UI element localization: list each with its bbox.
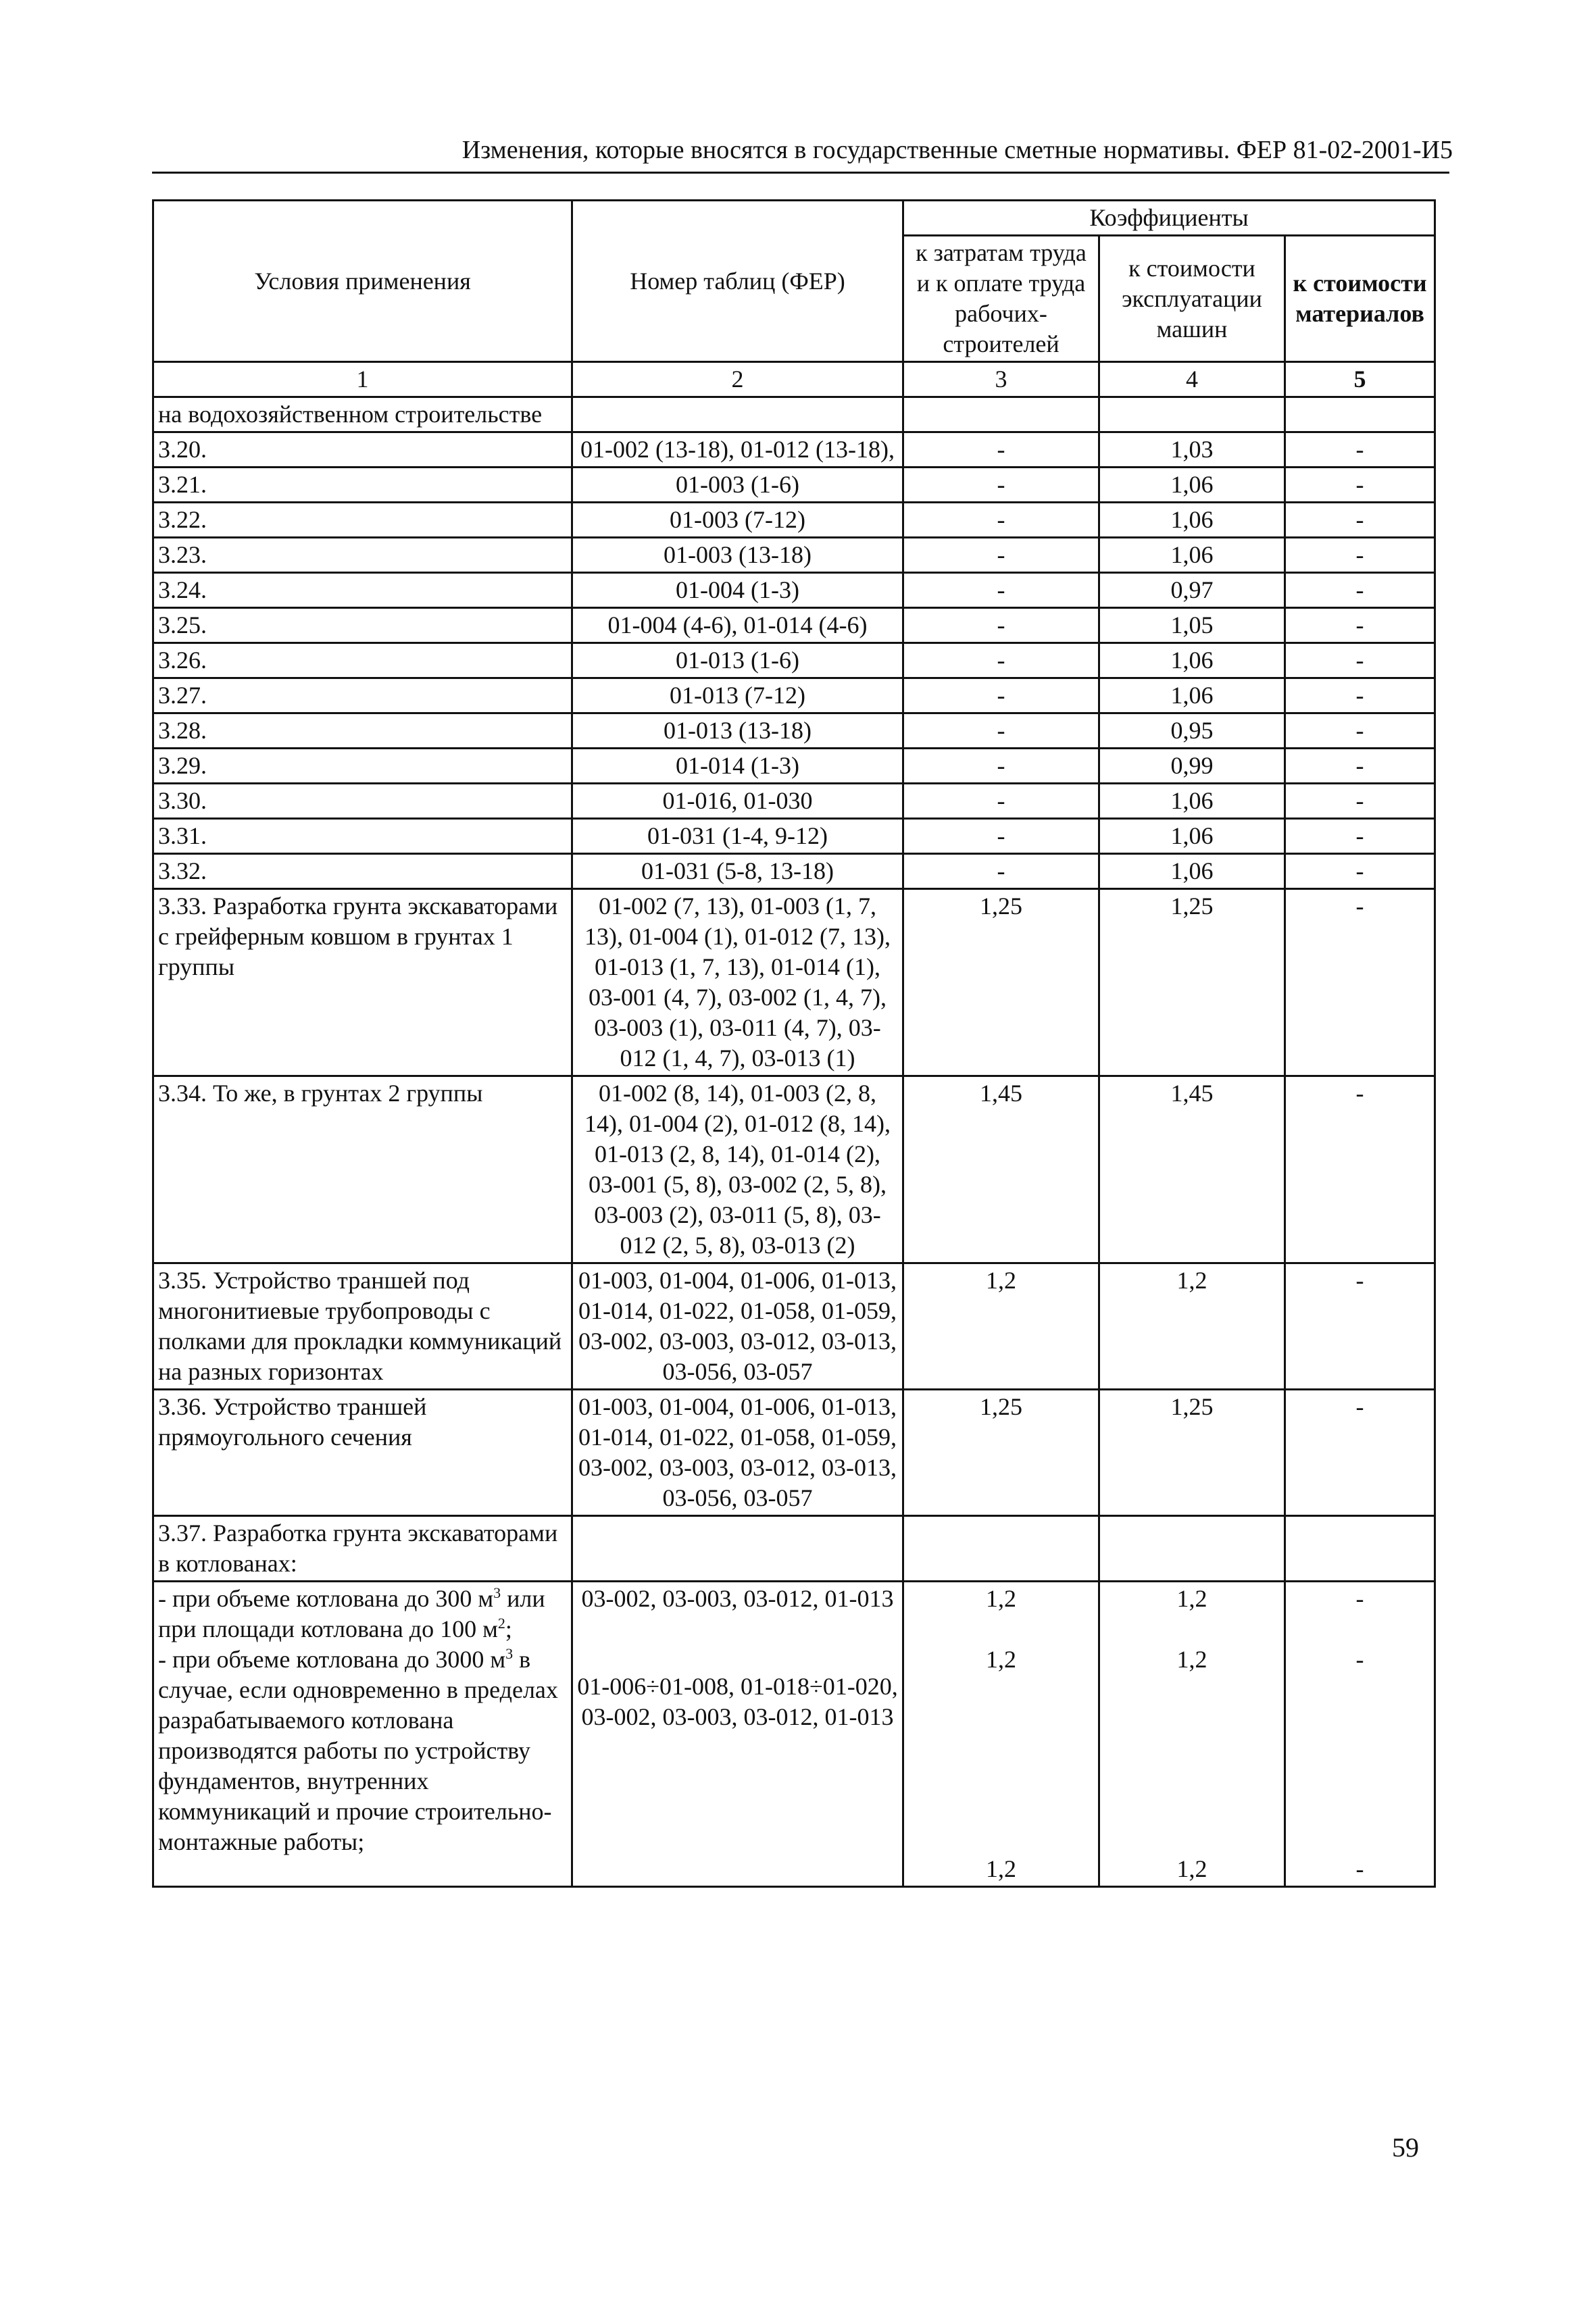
- condition-cell: 3.23.: [153, 538, 572, 573]
- condition-cell: 3.37. Разработка грунта экскаваторами в котлованах:: [153, 1516, 572, 1582]
- column-number: 5: [1285, 362, 1435, 397]
- machines-cell: 1,06: [1099, 468, 1285, 503]
- machines-cell: 1,06: [1099, 854, 1285, 889]
- labor-cell: -: [903, 468, 1099, 503]
- table-number-cell: 01-003 (1-6): [572, 468, 903, 503]
- condition-cell: 3.25.: [153, 608, 572, 643]
- machines-cell: 0,97: [1099, 573, 1285, 608]
- table-number-cell: 01-016, 01-030: [572, 784, 903, 819]
- machines-cell: 1,2: [1099, 1263, 1285, 1390]
- table-number-cell: 01-013 (13-18): [572, 713, 903, 749]
- machines-value: 1,2: [1176, 1646, 1207, 1673]
- condition-cell: 3.22.: [153, 503, 572, 538]
- labor-cell: -: [903, 643, 1099, 678]
- table-number-cell: 01-013 (7-12): [572, 678, 903, 713]
- table-row: [153, 749, 1435, 784]
- table-number-cell: 01-004 (1-3): [572, 573, 903, 608]
- labor-cell: -: [903, 538, 1099, 573]
- materials-cell: -: [1285, 573, 1435, 608]
- machines-cell: [1099, 1516, 1285, 1582]
- machines-cell: 1,05: [1099, 608, 1285, 643]
- table-row: [153, 608, 1435, 643]
- machines-cell: 1,45: [1099, 1076, 1285, 1263]
- table-row: [153, 713, 1435, 749]
- labor-cell: -: [903, 713, 1099, 749]
- labor-cell: -: [903, 854, 1099, 889]
- condition-cell: на водохозяйственном строительстве: [153, 397, 572, 432]
- machines-cell: [1099, 397, 1285, 432]
- header-coefficients: Коэффициенты: [903, 201, 1435, 236]
- condition-cell: 3.34. То же, в грунтах 2 группы: [153, 1076, 572, 1263]
- condition-cell: 3.24.: [153, 573, 572, 608]
- table-row: [153, 889, 1435, 1076]
- labor-cell: [903, 1582, 1099, 1887]
- materials-cell: -: [1285, 1390, 1435, 1516]
- materials-cell: -: [1285, 749, 1435, 784]
- table-number-cell: 01-003 (13-18): [572, 538, 903, 573]
- materials-cell: -: [1285, 432, 1435, 468]
- condition-b: - при объеме котлована до 3000 $м^3$ в случае, если одновременно в пределах разрабатываемого котлована производятся работы по устройству фундаментов, внутренних коммуникаций и прочие строительно-монтажные работы;: [158, 1645, 558, 1855]
- column-numbers-row: [153, 362, 1435, 397]
- materials-cell: [1285, 397, 1435, 432]
- machines-cell: 1,06: [1099, 538, 1285, 573]
- condition-cell: [153, 1582, 572, 1887]
- condition-cell: 3.26.: [153, 643, 572, 678]
- table-number-cell: 01-031 (5-8, 13-18): [572, 854, 903, 889]
- table-row: [153, 397, 1435, 432]
- condition-cell: 3.31.: [153, 819, 572, 854]
- labor-cell: 1,2: [903, 1263, 1099, 1390]
- machines-cell: 1,06: [1099, 643, 1285, 678]
- labor-cell: -: [903, 784, 1099, 819]
- table-number-cell: [572, 1582, 903, 1887]
- machines-cell: 1,06: [1099, 678, 1285, 713]
- machines-cell: 1,06: [1099, 503, 1285, 538]
- labor-cell: 1,45: [903, 1076, 1099, 1263]
- machines-cell: 0,95: [1099, 713, 1285, 749]
- condition-a: - при объеме котлована до 300 $м^3$ или при площади котлована до 100 $м^2$;: [158, 1584, 545, 1642]
- table-row: [153, 1390, 1435, 1516]
- table-number-cell: 01-002 (8, 14), 01-003 (2, 8, 14), 01-004 (2), 01-012 (8, 14), 01-013 (2, 8, 14), 01-014 (2), 03-001 (5, 8), 03-002 (2, 5, 8), 03-003 (2), 03-011 (5, 8), 03-012 (2, 5, 8), 03-013 (2): [572, 1076, 903, 1263]
- materials-cell: -: [1285, 784, 1435, 819]
- header-materials: к стоимости материалов: [1285, 236, 1435, 362]
- table-row: [153, 573, 1435, 608]
- table-number-cell: 01-002 (13-18), 01-012 (13-18),: [572, 432, 903, 468]
- column-number: 3: [903, 362, 1099, 397]
- table-row: [153, 784, 1435, 819]
- header-rule: [152, 172, 1449, 174]
- header-conditions: Условия применения: [153, 201, 572, 362]
- materials-cell: -: [1285, 1076, 1435, 1263]
- machines-cell: 1,06: [1099, 784, 1285, 819]
- table-number-cell: [572, 397, 903, 432]
- condition-cell: 3.36. Устройство траншей прямоугольного сечения: [153, 1390, 572, 1516]
- materials-cell: [1285, 1582, 1435, 1887]
- table-row: [153, 1076, 1435, 1263]
- labor-cell: [903, 1516, 1099, 1582]
- table-row: [153, 468, 1435, 503]
- table-number-cell: 01-013 (1-6): [572, 643, 903, 678]
- condition-cell: 3.28.: [153, 713, 572, 749]
- labor-cell: [903, 397, 1099, 432]
- column-number: 4: [1099, 362, 1285, 397]
- labor-cell: -: [903, 573, 1099, 608]
- condition-cell: 3.29.: [153, 749, 572, 784]
- coefficients-table: [152, 199, 1436, 1888]
- condition-cell: 3.35. Устройство траншей под многонитиевые трубопроводы с полками для прокладки коммуникаций на разных горизонтах: [153, 1263, 572, 1390]
- machines-cell: 1,03: [1099, 432, 1285, 468]
- column-number: 2: [572, 362, 903, 397]
- table-row: [153, 819, 1435, 854]
- materials-cell: -: [1285, 468, 1435, 503]
- labor-cell: -: [903, 503, 1099, 538]
- machines-cell: 1,25: [1099, 889, 1285, 1076]
- table-number-cell: 01-004 (4-6), 01-014 (4-6): [572, 608, 903, 643]
- machines-value: 1,2: [1176, 1855, 1207, 1882]
- table-number-cell: 01-003, 01-004, 01-006, 01-013, 01-014, 01-022, 01-058, 01-059, 03-002, 03-003, 03-012, 03-013, 03-056, 03-057: [572, 1263, 903, 1390]
- table-row: [153, 1516, 1435, 1582]
- table-number-cell: 01-002 (7, 13), 01-003 (1, 7, 13), 01-004 (1), 01-012 (7, 13), 01-013 (1, 7, 13), 01-014 (1), 03-001 (4, 7), 03-002 (1, 4, 7), 03-003 (1), 03-011 (4, 7), 03-012 (1, 4, 7), 03-013 (1): [572, 889, 903, 1076]
- table-row: [153, 643, 1435, 678]
- header-labor: к затратам труда и к оплате труда рабочих-строителей: [903, 236, 1099, 362]
- labor-value: 1,2: [986, 1855, 1016, 1882]
- table-number-cell: [572, 1516, 903, 1582]
- condition-cell: 3.32.: [153, 854, 572, 889]
- materials-cell: -: [1285, 503, 1435, 538]
- table-row: [153, 1263, 1435, 1390]
- table-row: [153, 432, 1435, 468]
- table-number-cell: 01-003 (7-12): [572, 503, 903, 538]
- labor-cell: -: [903, 432, 1099, 468]
- table-row: [153, 538, 1435, 573]
- table-number-a: 03-002, 03-003, 03-012, 01-013: [581, 1585, 894, 1612]
- materials-cell: -: [1285, 608, 1435, 643]
- materials-cell: -: [1285, 819, 1435, 854]
- column-number: 1: [153, 362, 572, 397]
- table-number-cell: 01-003, 01-004, 01-006, 01-013, 01-014, 01-022, 01-058, 01-059, 03-002, 03-003, 03-012, 03-013, 03-056, 03-057: [572, 1390, 903, 1516]
- labor-value: 1,2: [986, 1646, 1016, 1673]
- table-number-b: 01-006÷01-008, 01-018÷01-020, 03-002, 03-003, 03-012, 01-013: [577, 1673, 898, 1730]
- table-row: [153, 678, 1435, 713]
- machines-cell: 1,25: [1099, 1390, 1285, 1516]
- machines-cell: 0,99: [1099, 749, 1285, 784]
- labor-cell: -: [903, 678, 1099, 713]
- materials-value: -: [1355, 1585, 1364, 1612]
- condition-cell: 3.27.: [153, 678, 572, 713]
- table-number-cell: 01-014 (1-3): [572, 749, 903, 784]
- materials-cell: -: [1285, 538, 1435, 573]
- labor-value: 1,2: [986, 1585, 1016, 1612]
- table-row: [153, 503, 1435, 538]
- page-header: Изменения, которые вносятся в государственные сметные нормативы. ФЕР 81-02-2001-И5: [462, 136, 1453, 164]
- table-row: [153, 1582, 1435, 1887]
- table-row: [153, 854, 1435, 889]
- condition-cell: 3.20.: [153, 432, 572, 468]
- condition-cell: 3.30.: [153, 784, 572, 819]
- table-number-cell: 01-031 (1-4, 9-12): [572, 819, 903, 854]
- materials-cell: -: [1285, 889, 1435, 1076]
- materials-value: -: [1355, 1855, 1364, 1882]
- materials-cell: -: [1285, 678, 1435, 713]
- labor-cell: 1,25: [903, 889, 1099, 1076]
- condition-cell: 3.33. Разработка грунта экскаваторами с грейферным ковшом в грунтах 1 группы: [153, 889, 572, 1076]
- condition-cell: 3.21.: [153, 468, 572, 503]
- labor-cell: -: [903, 819, 1099, 854]
- labor-cell: -: [903, 749, 1099, 784]
- materials-value: -: [1355, 1646, 1364, 1673]
- labor-cell: -: [903, 608, 1099, 643]
- machines-value: 1,2: [1176, 1585, 1207, 1612]
- materials-cell: -: [1285, 854, 1435, 889]
- materials-cell: -: [1285, 643, 1435, 678]
- header-table-number: Номер таблиц (ФЕР): [572, 201, 903, 362]
- materials-cell: -: [1285, 1263, 1435, 1390]
- materials-cell: -: [1285, 713, 1435, 749]
- page-number: 59: [1392, 2132, 1419, 2163]
- header-machines: к стоимости эксплуатации машин: [1099, 236, 1285, 362]
- materials-cell: [1285, 1516, 1435, 1582]
- machines-cell: [1099, 1582, 1285, 1887]
- machines-cell: 1,06: [1099, 819, 1285, 854]
- labor-cell: 1,25: [903, 1390, 1099, 1516]
